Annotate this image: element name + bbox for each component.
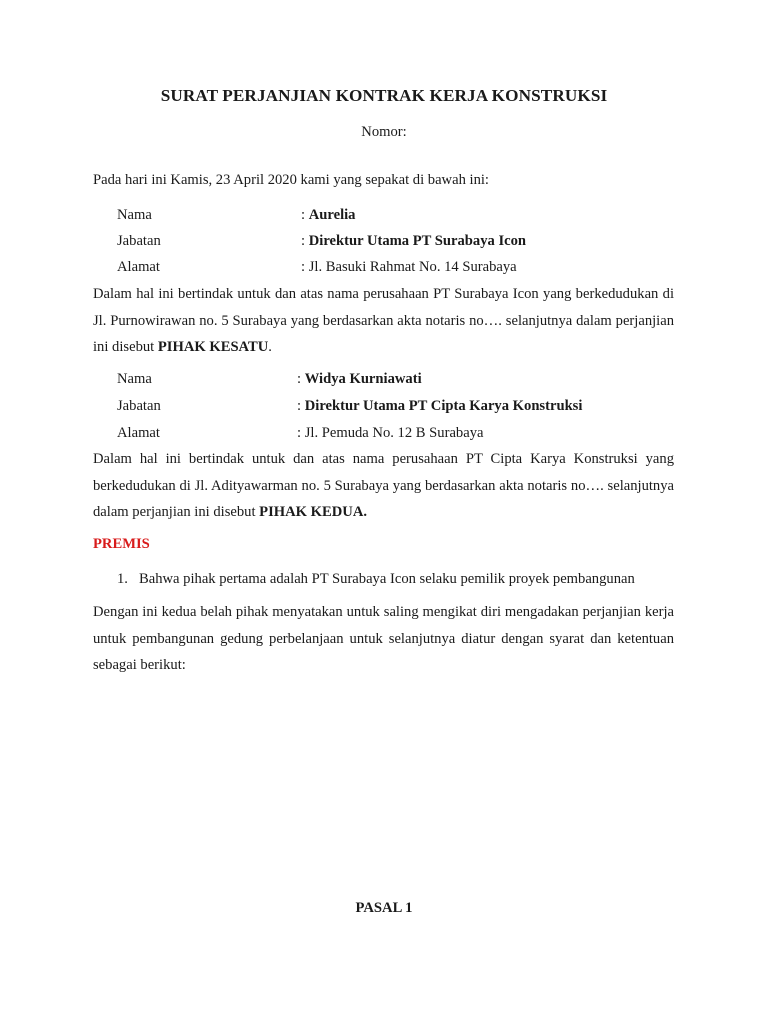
- party-two-name: [297, 371, 422, 388]
- party-one-address: [301, 259, 517, 276]
- closing-paragraph: Dengan ini kedua belah pihak menyatakan untuk saling mengikat diri mengadakan perjanjian kerja untuk pembangunan gedung perbelanjaan untuk selanjutnya diatur dengan syarat dan ketentuan sebagai berikut:: [93, 604, 674, 673]
- party-two-designation: PIHAK KEDUA.: [259, 504, 368, 520]
- party-one-position: [301, 233, 526, 250]
- party-one-designation: PIHAK KESATU: [157, 339, 269, 355]
- party-two-position: [297, 398, 582, 415]
- party-one-description-text: Dalam hal ini bertindak untuk dan atas nama perusahaan PT Surabaya Icon yang berkedudukan di Jl. Purnowirawan no. 5 Surabaya yang berdasarkan akta notaris no…. selanjutnya dalam perjanjian ini disebut: [93, 286, 674, 355]
- colon: :: [301, 259, 306, 275]
- party-two-position-label: Jabatan: [117, 398, 161, 414]
- list-item-text: Bahwa pihak pertama adalah PT Surabaya Icon selaku pemilik proyek pembangunan: [139, 571, 635, 587]
- party-one-name-value: Aurelia: [308, 207, 356, 223]
- party-two-name-value: Widya Kurniawati: [304, 371, 422, 387]
- list-item-number: 1.: [117, 571, 128, 587]
- party-one-name: [301, 207, 355, 224]
- party-one-position-value: Direktur Utama PT Surabaya Icon: [308, 233, 527, 249]
- party-two-address: [297, 425, 483, 442]
- intro-text: Pada hari ini Kamis, 23 April 2020 kami yang sepakat di bawah ini:: [93, 172, 489, 188]
- party-one-address-value: Jl. Basuki Rahmat No. 14 Surabaya: [308, 259, 517, 275]
- article-heading: PASAL 1: [355, 900, 413, 916]
- party-two-position-value: Direktur Utama PT Cipta Karya Konstruksi: [304, 398, 583, 414]
- party-two-address-value: Jl. Pemuda No. 12 B Surabaya: [304, 425, 484, 441]
- colon: :: [297, 398, 302, 414]
- list-item: [117, 571, 635, 588]
- party-two-name-label: Nama: [117, 371, 152, 387]
- colon: :: [301, 207, 306, 223]
- party-one-description: [93, 281, 674, 361]
- party-two-description: [93, 446, 674, 526]
- party-two-address-label: Alamat: [117, 425, 160, 441]
- colon: :: [301, 233, 306, 249]
- colon: :: [297, 371, 302, 387]
- party-one-name-label: Nama: [117, 207, 152, 223]
- party-one-position-label: Jabatan: [117, 233, 161, 249]
- premis-heading: PREMIS: [93, 536, 150, 552]
- party-one-description-end: .: [268, 339, 272, 355]
- party-two-description-text: Dalam hal ini bertindak untuk dan atas nama perusahaan PT Cipta Karya Konstruksi yang berkedudukan di Jl. Adityawarman no. 5 Surabaya yang berdasarkan akta notaris no…. selanjutnya dalam perjanjian ini disebut: [93, 451, 674, 520]
- document-title: SURAT PERJANJIAN KONTRAK KERJA KONSTRUKSI: [160, 86, 608, 105]
- party-one-address-label: Alamat: [117, 259, 160, 275]
- document-number-label: Nomor:: [361, 124, 407, 140]
- colon: :: [297, 425, 302, 441]
